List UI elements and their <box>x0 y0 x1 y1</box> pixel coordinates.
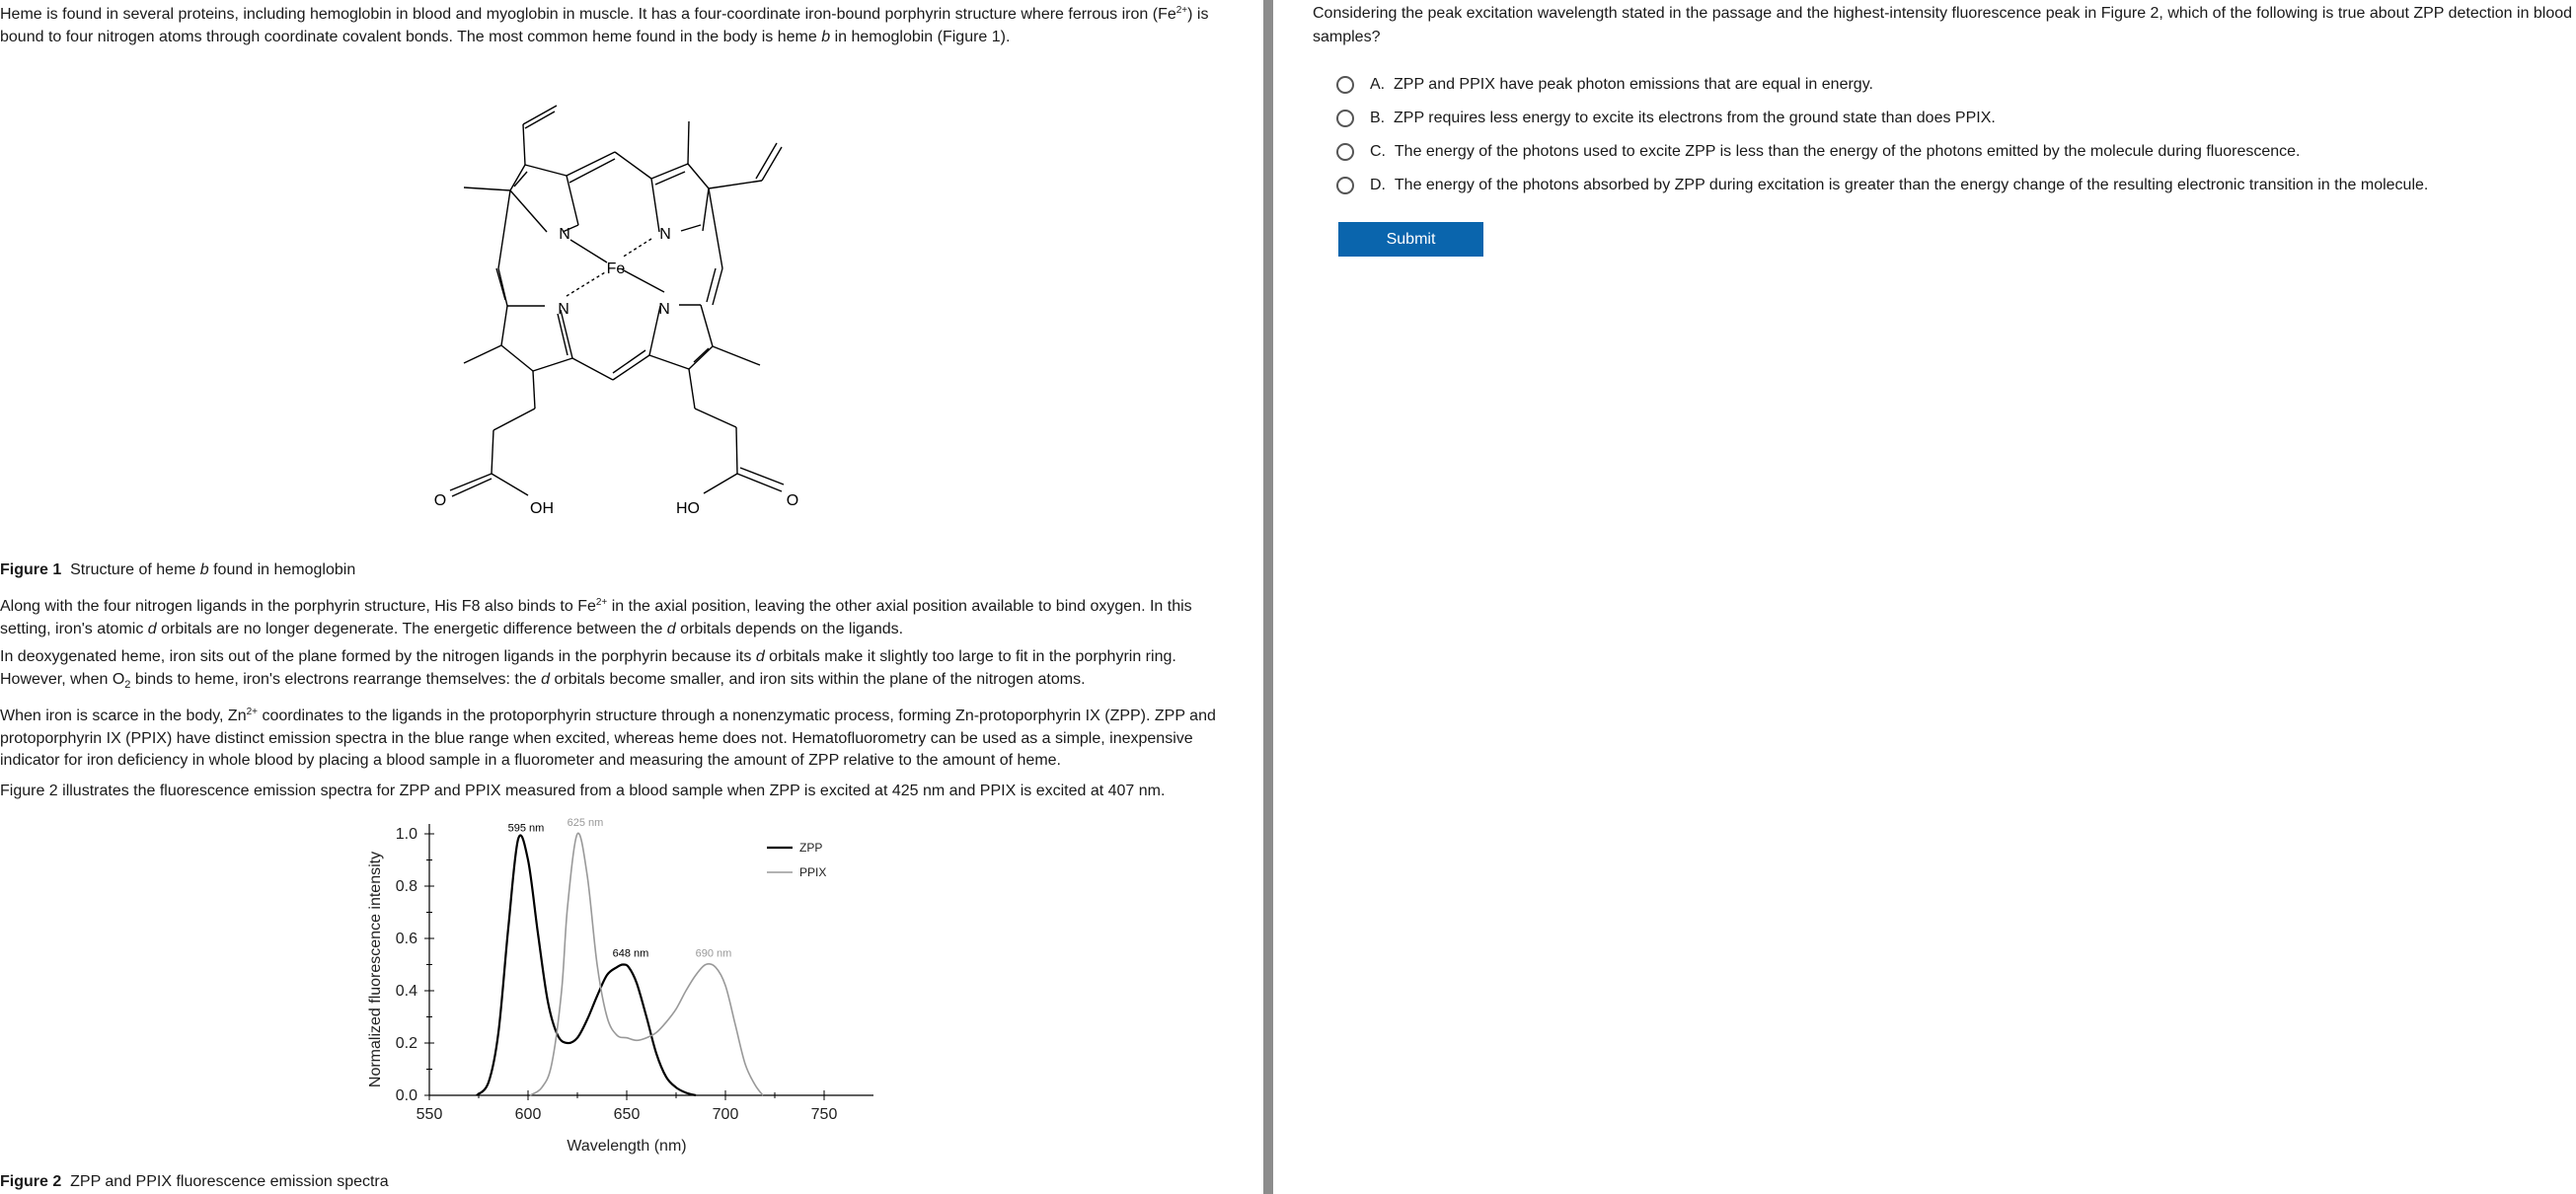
y-tick-label: 0.4 <box>395 983 417 1000</box>
x-tick-label: 700 <box>712 1106 739 1123</box>
y-tick-label: 0.0 <box>395 1087 417 1104</box>
heme-bonds <box>450 106 784 496</box>
nitrogen-label: N <box>659 226 671 243</box>
nitrogen-label: N <box>559 226 570 243</box>
passage-paragraph-2: Along with the four nitrogen ligands in the porphyrin structure, His F8 also binds to $Fe^{2+}$ in the axial position, leaving the other axial position available to bind oxygen. In this setting, iron's atomic d orbitals are no longer degenerate. The energetic difference between the d orbitals depends on the ligands. <box>0 597 1192 637</box>
radio-button[interactable] <box>1336 143 1354 161</box>
passage-paragraph-1: Heme is found in several proteins, including hemoglobin in blood and myoglobin in muscle. It has a four-coordinate iron-bound porphyrin structure where ferrous iron $(Fe^{2+})$ is bound to four nitrogen atoms through coordinate covalent bonds. The most common heme found in the body is heme b in hemoglobin (Figure 1). <box>0 5 1209 45</box>
peak-label: 595 nm <box>507 822 545 835</box>
x-axis-label: Wavelength (nm) <box>567 1138 687 1155</box>
series-line-ppix <box>530 833 763 1095</box>
heme-structure-figure <box>415 89 829 533</box>
passage-paragraph-5: Figure 2 illustrates the fluorescence emission spectra for ZPP and PPIX measured from a blood sample when ZPP is excited at 425 nm and PPIX is excited at 407 nm. <box>0 783 1166 799</box>
figure-1-caption: Figure 1 Structure of heme b found in hemoglobin <box>0 561 356 578</box>
radio-button[interactable] <box>1336 76 1354 94</box>
passage-paragraph-4: When iron is scarce in the body, $Zn^{2+}$ coordinates to the ligands in the protoporphyrin structure through a nonenzymatic process, forming Zn-protoporphyrin IX (ZPP). ZPP and protoporphyrin IX (PPIX) have distinct emission spectra in the blue range when excited, whereas heme does not. Hematofluorometry can be used as a simple, inexpensive indicator for iron deficiency in whole blood by placing a blood sample in a fluorometer and measuring the amount of ZPP relative to the amount of heme. <box>0 707 1216 769</box>
hydroxyl-label: HO <box>676 500 700 517</box>
radio-button[interactable] <box>1336 110 1354 127</box>
oxygen-label: O <box>433 492 447 509</box>
peak-label: 625 nm <box>567 817 604 829</box>
nitrogen-label: N <box>658 301 670 318</box>
y-axis-label: Normalized fluorescence intensity <box>367 851 384 1088</box>
iron-label: Fe <box>606 261 626 277</box>
legend-label-zpp: ZPP <box>799 841 823 855</box>
peak-label: 690 nm <box>695 947 732 960</box>
passage-pane <box>0 0 1261 1194</box>
answer-choice-b[interactable]: B. ZPP requires less energy to excite its electrons from the ground state than does PPIX. <box>1336 106 1996 131</box>
y-tick-label: 1.0 <box>395 826 417 843</box>
heme-atom-labels <box>434 226 798 517</box>
legend-label-ppix: PPIX <box>799 865 827 879</box>
x-tick-label: 550 <box>416 1106 443 1123</box>
answer-choice-a[interactable]: A. ZPP and PPIX have peak photon emissions that are equal in energy. <box>1336 72 1873 98</box>
radio-button[interactable] <box>1336 177 1354 194</box>
figure-2-caption: Figure 2 ZPP and PPIX fluorescence emission spectra <box>0 1173 389 1190</box>
answer-choice-d[interactable]: D. The energy of the photons absorbed by ZPP during excitation is greater than the energy change of the resulting electronic transition in the molecule. <box>1336 173 2428 198</box>
emission-spectra-chart <box>350 814 893 1159</box>
answer-choice-c[interactable]: C. The energy of the photons used to excite ZPP is less than the energy of the photons emitted by the molecule during fluorescence. <box>1336 139 2300 165</box>
x-tick-label: 600 <box>514 1106 542 1123</box>
pane-divider[interactable] <box>1263 0 1273 1194</box>
oxygen-label: O <box>786 492 799 509</box>
nitrogen-label: N <box>558 301 569 318</box>
question-pane <box>1283 0 2574 1194</box>
question-stem: Considering the peak excitation wavelength stated in the passage and the highest-intensity fluorescence peak in Figure 2, which of the following is true about ZPP detection in blood samples? <box>1313 5 2573 45</box>
passage-paragraph-3: In deoxygenated heme, iron sits out of the plane formed by the nitrogen ligands in the porphyrin because its d orbitals make it slightly too large to fit in the porphyrin ring. However, when $O_2$ binds to heme, iron's electrons rearrange themselves: the d orbitals become smaller, and iron sits within the plane of the nitrogen atoms. <box>0 648 1176 691</box>
y-tick-label: 0.8 <box>395 878 417 895</box>
x-tick-label: 750 <box>810 1106 838 1123</box>
peak-label: 648 nm <box>612 947 649 960</box>
submit-button[interactable]: Submit <box>1338 222 1483 257</box>
x-tick-label: 650 <box>613 1106 641 1123</box>
y-tick-label: 0.6 <box>395 931 417 947</box>
hydroxyl-label: OH <box>530 500 554 517</box>
y-tick-label: 0.2 <box>395 1035 417 1052</box>
